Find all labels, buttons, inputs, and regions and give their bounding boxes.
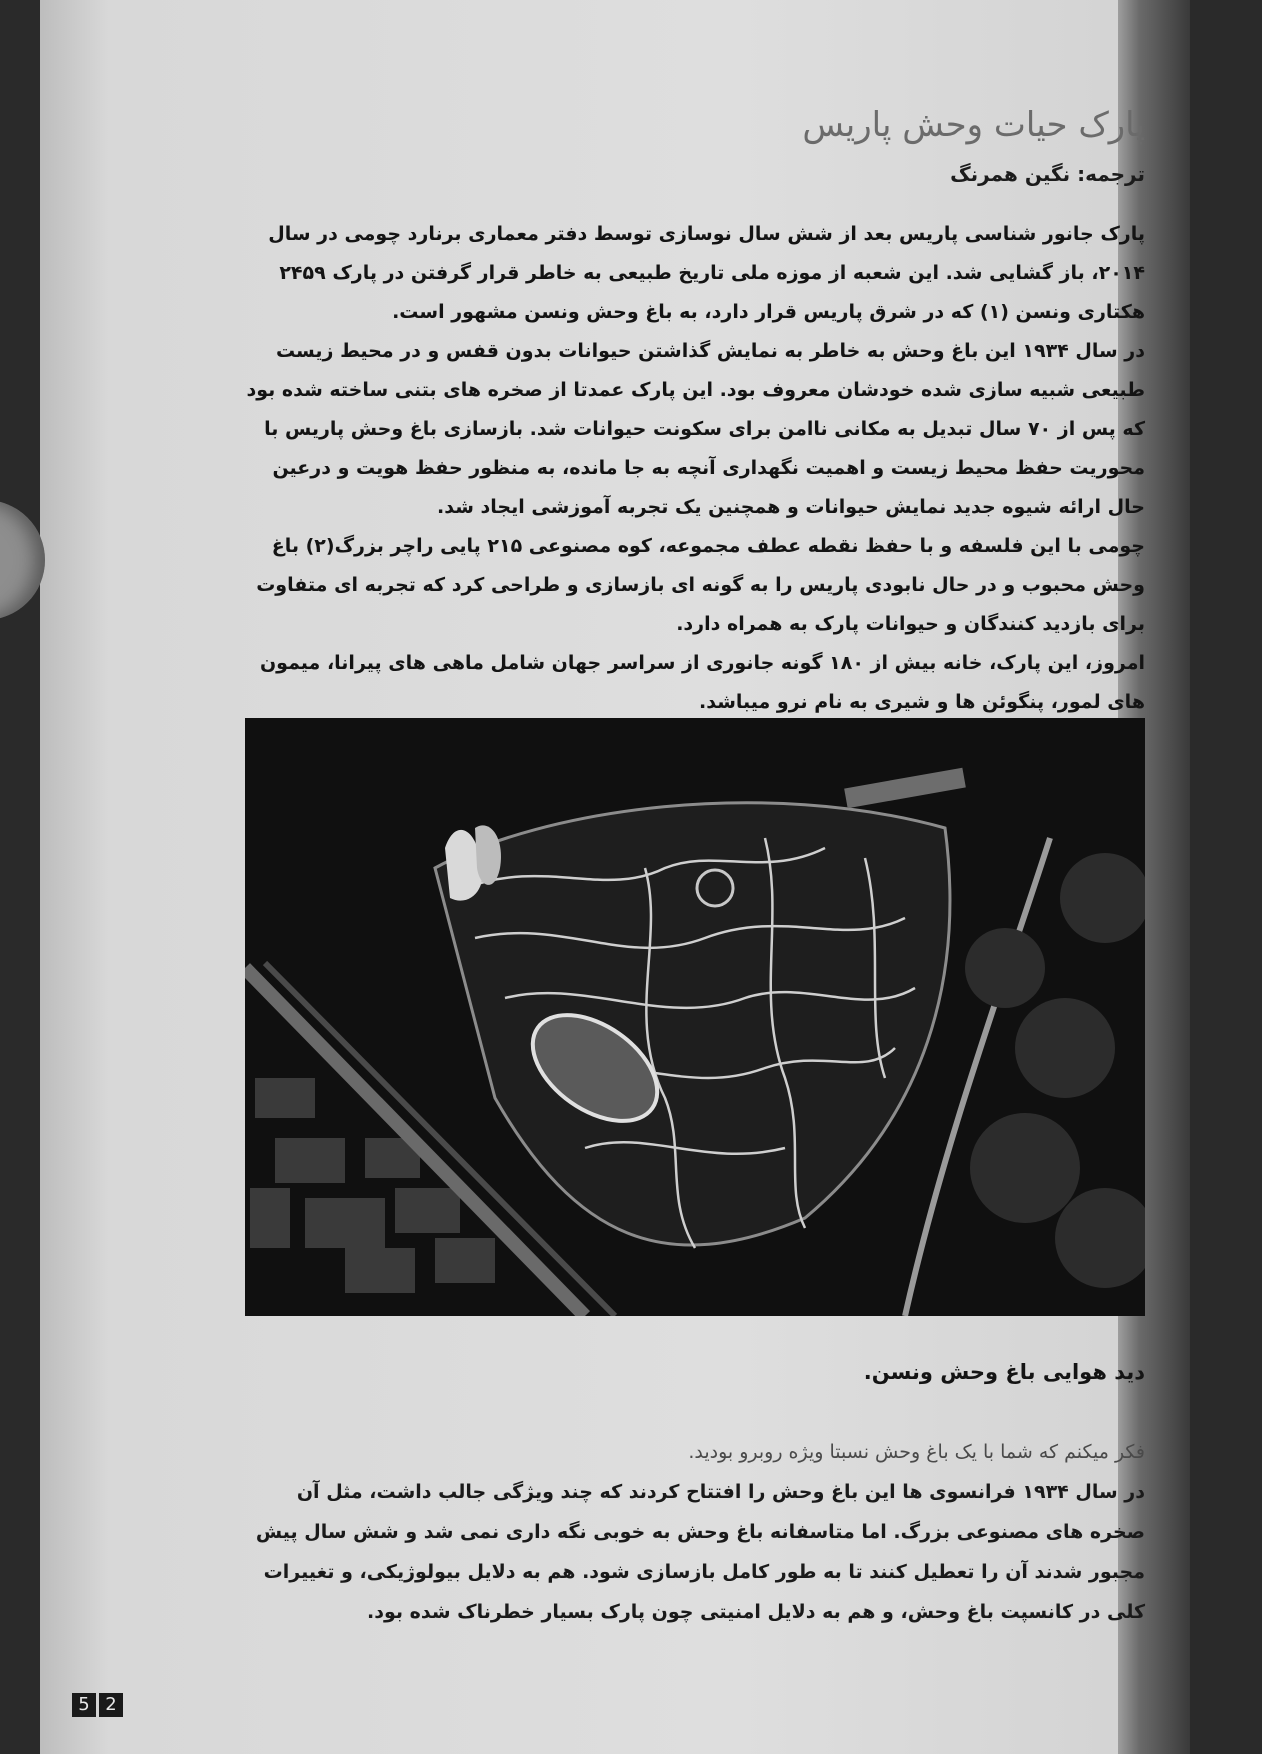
page-number bbox=[72, 1693, 123, 1717]
page-number-digit: 5 bbox=[72, 1693, 96, 1717]
photo-caption: دید هوایی باغ وحش ونسن. bbox=[863, 1360, 1145, 1384]
paragraph-renovation: چومی با این فلسفه و با حفظ نقطه عطف مجموعه، کوه مصنوعی ۲۱۵ پایی راچر بزرگ(۲) باغ وحش محبوب و در حال نابودی پاریس را به گونه ای بازسازی و طراحی کرد که تجربه ای متفاوت برای بازدید کنندگان و حیوانات پارک به همراه دارد. bbox=[256, 535, 1145, 635]
finger-shadow bbox=[0, 500, 45, 620]
aerial-photo-drawing bbox=[245, 718, 1145, 1316]
paragraph-intro: پارک جانور شناسی پاریس بعد از شش سال نوسازی توسط دفتر معماری برنارد چومی در سال ۲۰۱۴، باز گشایی شد. این شعبه از موزه ملی تاریخ طبیعی به خاطر قرار گرفتن در پارک ۲۴۵۹ هکتاری ونسن (۱) که در شرق پاریس قرار دارد، به باغ وحش ونسن مشهور است. bbox=[268, 223, 1145, 323]
paragraph-history: در سال ۱۹۳۴ این باغ وحش به خاطر به نمایش گذاشتن حیوانات بدون قفس و در محیط زیست طبیعی شبیه سازی شده خودشان معروف بود. این پارک عمدتا از صخره های بتنی ساخته شده بود که پس از ۷۰ سال تبدیل به مکانی ناامن برای سکونت حیوانات شد. بازسازی باغ وحش پاریس با محوریت حفظ محیط زیست و اهمیت نگهداری آنچه به جا مانده، به منظور حفظ هویت و درعین حال ارائه شیوه جدید نمایش حیوانات و همچنین یک تجربه آموزشی ایجاد شد. bbox=[246, 340, 1145, 518]
page-number-digit: 2 bbox=[99, 1693, 123, 1717]
lower-paragraph-quote: فکر میکنم که شما با یک باغ وحش نسبتا ویژه روبرو بودید. bbox=[688, 1441, 1145, 1463]
article-title: پارک حیات وحش پاریس bbox=[802, 105, 1145, 145]
translator-credit: ترجمه: نگین همرنگ bbox=[950, 162, 1145, 186]
book-page bbox=[40, 0, 1190, 1754]
paragraph-today: امروز، این پارک، خانه بیش از ۱۸۰ گونه جانوری از سراسر جهان شامل ماهی های پیرانا، میمون های لمور، پنگوئن ها و شیری به نام نرو میباشد. bbox=[259, 652, 1145, 713]
lower-article-text bbox=[245, 1432, 1145, 1632]
article-body bbox=[245, 215, 1145, 722]
aerial-photo bbox=[245, 718, 1145, 1316]
lower-paragraph-body: در سال ۱۹۳۴ فرانسوی ها این باغ وحش را افتتاح کردند که چند ویژگی جالب داشت، مثل آن صخره های مصنوعی بزرگ. اما متاسفانه باغ وحش به خوبی نگه داری نمی شد و شش سال پیش مجبور شدند آن را تعطیل کنند تا به طور کامل بازسازی شود. هم به دلایل بیولوژیکی، و تغییرات کلی در کانسپت باغ وحش، و هم به دلایل امنیتی چون پارک بسیار خطرناک شده بود. bbox=[255, 1481, 1145, 1623]
